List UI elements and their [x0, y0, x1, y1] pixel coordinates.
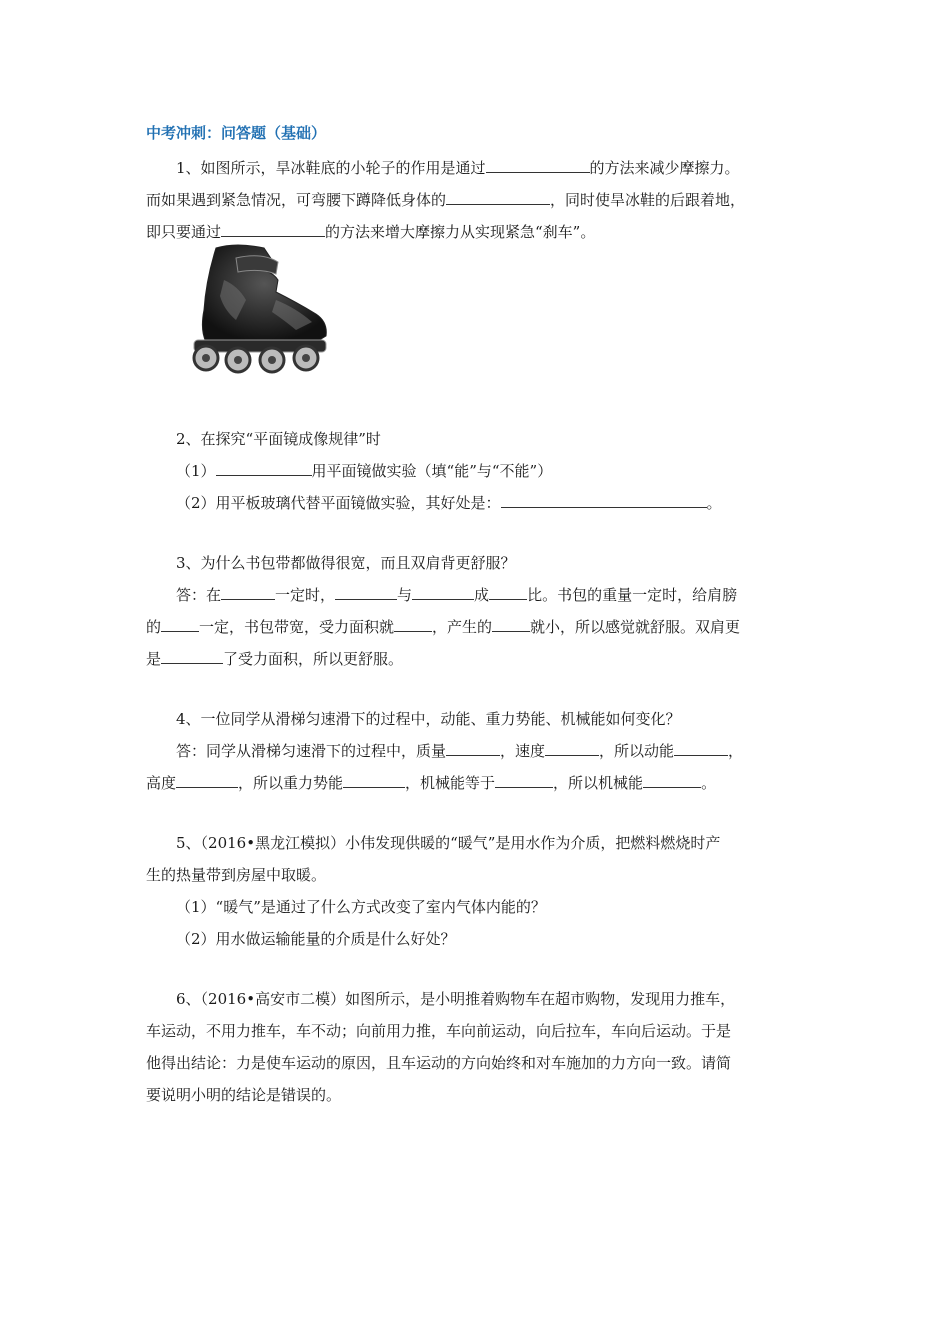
blank [674, 741, 728, 756]
q1-line2: 而如果遇到紧急情况，可弯腰下蹲降低身体的 ，同时使旱冰鞋的后跟着地， [146, 191, 746, 209]
blank [343, 773, 405, 788]
q6-line1: 6、（2016•高安市二模）如图所示，是小明推着购物车在超市购物，发现用力推车， [176, 990, 736, 1008]
blank [545, 741, 599, 756]
blank [161, 649, 223, 664]
q2-part2: （2）用平板玻璃代替平面镜做实验，其好处是： 。 [176, 494, 722, 512]
blank [446, 741, 500, 756]
blank [335, 585, 397, 600]
blank [501, 493, 707, 508]
blank [492, 617, 530, 632]
blank [161, 617, 199, 632]
q3-answer-line3: 是 了受力面积，所以更舒服。 [146, 650, 404, 668]
q4-answer-line1: 答：同学从滑梯匀速滑下的过程中，质量 ，速度 ，所以动能 ， [176, 742, 744, 760]
q1-line1: 1、如图所示，旱冰鞋底的小轮子的作用是通过 的方法来减少摩擦力。 [176, 159, 740, 177]
blank [216, 461, 312, 476]
q6-line2: 车运动，不用力推车，车不动；向前用力推，车向前运动，向后拉车，车向后运动。于是 [146, 1022, 732, 1040]
q2-part1: （1） 用平面镜做实验（填“能”与“不能”） [176, 462, 553, 480]
blank [221, 585, 275, 600]
blank [221, 222, 325, 237]
q5-line2: 生的热量带到房屋中取暖。 [146, 866, 327, 884]
q3-stem: 3、为什么书包带都做得很宽，而且双肩背更舒服？ [176, 554, 516, 572]
q4-stem: 4、一位同学从滑梯匀速滑下的过程中，动能、重力势能、机械能如何变化？ [176, 710, 681, 728]
q6-line4: 要说明小明的结论是错误的。 [146, 1086, 342, 1104]
q6-line3: 他得出结论：力是使车运动的原因，且车运动的方向始终和对车施加的力方向一致。请简 [146, 1054, 732, 1072]
q3-answer-line1: 答：在 一定时， 与 成 比。书包的重量一定时，给肩膀 [176, 586, 738, 604]
blank [486, 158, 590, 173]
q4-answer-line2: 高度 ，所以重力势能 ，机械能等于 ，所以机械能 。 [146, 774, 717, 792]
blank [394, 617, 432, 632]
blank [446, 190, 550, 205]
q2-stem: 2、在探究“平面镜成像规律”时 [176, 430, 381, 448]
q1-line3: 即只要通过 的方法来增大摩擦力从实现紧急“刹车”。 [146, 223, 596, 241]
q3-answer-line2: 的 一定，书包带宽，受力面积就 ，产生的 就小，所以感觉就舒服。双肩更 [146, 618, 741, 636]
blank [643, 773, 701, 788]
blank [176, 773, 238, 788]
q5-part2: （2）用水做运输能量的介质是什么好处？ [176, 930, 456, 948]
blank [412, 585, 474, 600]
q5-line1: 5、（2016•黑龙江模拟）小伟发现供暖的“暖气”是用水作为介质，把燃料燃烧时产 [176, 834, 721, 852]
inline-skate-image [176, 240, 336, 380]
q5-part1: （1）“暖气”是通过了什么方式改变了室内气体内能的？ [176, 898, 546, 916]
blank [495, 773, 553, 788]
blank [489, 585, 527, 600]
page-title: 中考冲刺：问答题（基础） [146, 124, 327, 142]
